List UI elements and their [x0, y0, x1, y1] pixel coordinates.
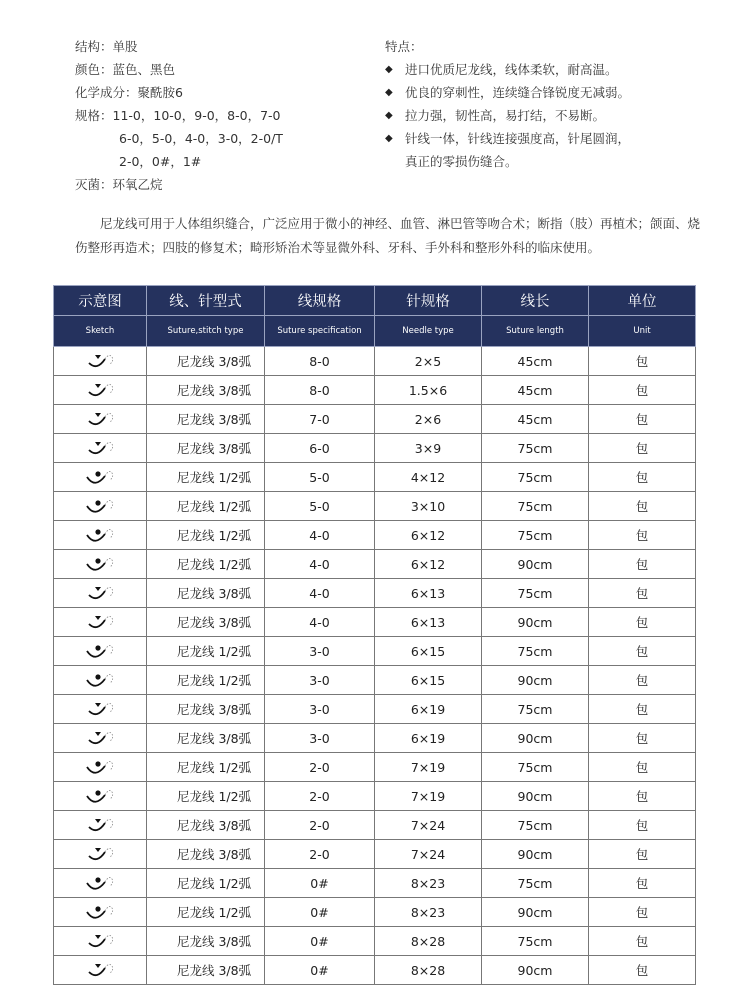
sketch-cell	[54, 637, 147, 666]
unit-cell: 包	[589, 637, 696, 666]
type-cell: 尼龙线 3/8弧	[147, 405, 265, 434]
table-row	[54, 608, 696, 637]
unit-cell: 包	[589, 347, 696, 376]
sketch-cell	[54, 376, 147, 405]
table-row	[54, 405, 696, 434]
sketch-cell	[54, 724, 147, 753]
length-cell: 75cm	[482, 695, 589, 724]
needle-cell: 6×15	[375, 666, 482, 695]
table-row	[54, 492, 696, 521]
needle-cell: 8×28	[375, 927, 482, 956]
length-cell: 90cm	[482, 898, 589, 927]
type-cell: 尼龙线 1/2弧	[147, 550, 265, 579]
needle-cell: 7×24	[375, 811, 482, 840]
table-row	[54, 782, 696, 811]
suture-spec-table	[53, 285, 696, 985]
type-cell: 尼龙线 3/8弧	[147, 579, 265, 608]
header-unit: 单位	[589, 286, 696, 316]
length-cell: 75cm	[482, 492, 589, 521]
needle-1-2-icon	[54, 554, 146, 574]
sketch-cell	[54, 405, 147, 434]
length-cell: 75cm	[482, 927, 589, 956]
spec-cell: 3-0	[265, 724, 375, 753]
unit-cell: 包	[589, 898, 696, 927]
unit-cell: 包	[589, 811, 696, 840]
length-cell: 45cm	[482, 347, 589, 376]
table-row	[54, 811, 696, 840]
sketch-cell	[54, 434, 147, 463]
length-cell: 90cm	[482, 608, 589, 637]
needle-cell: 3×9	[375, 434, 482, 463]
subheader-type: Suture,stitch type	[147, 316, 265, 347]
needle-cell: 3×10	[375, 492, 482, 521]
table-row	[54, 579, 696, 608]
type-cell: 尼龙线 1/2弧	[147, 753, 265, 782]
diamond-bullet-icon: ◆	[385, 110, 393, 121]
needle-cell: 1.5×6	[375, 376, 482, 405]
unit-cell: 包	[589, 434, 696, 463]
spec-cell: 2-0	[265, 840, 375, 869]
spec-label-cont-2: 2-0，0#，1#	[119, 154, 202, 169]
type-cell: 尼龙线 3/8弧	[147, 811, 265, 840]
feature-item	[385, 127, 745, 173]
needle-1-2-icon	[54, 786, 146, 806]
unit-cell: 包	[589, 405, 696, 434]
table-row	[54, 840, 696, 869]
sketch-cell	[54, 463, 147, 492]
subheader-length: Suture length	[482, 316, 589, 347]
unit-cell: 包	[589, 724, 696, 753]
features-title: 特点：	[385, 39, 423, 54]
needle-1-2-icon	[54, 873, 146, 893]
length-cell: 90cm	[482, 724, 589, 753]
table-row	[54, 956, 696, 985]
diamond-bullet-icon: ◆	[385, 133, 393, 144]
needle-cell: 2×5	[375, 347, 482, 376]
table-row	[54, 898, 696, 927]
table-row	[54, 666, 696, 695]
table-row	[54, 550, 696, 579]
type-cell: 尼龙线 1/2弧	[147, 521, 265, 550]
unit-cell: 包	[589, 927, 696, 956]
length-cell: 75cm	[482, 811, 589, 840]
needle-cell: 6×12	[375, 521, 482, 550]
sketch-cell	[54, 347, 147, 376]
unit-cell: 包	[589, 782, 696, 811]
needle-cell: 6×15	[375, 637, 482, 666]
type-cell: 尼龙线 3/8弧	[147, 608, 265, 637]
needle-3-8-icon	[54, 931, 146, 951]
chemistry-label: 化学成分：聚酰胺6	[75, 85, 183, 100]
needle-cell: 6×19	[375, 695, 482, 724]
feature-item	[385, 58, 745, 81]
table-row	[54, 376, 696, 405]
type-cell: 尼龙线 1/2弧	[147, 782, 265, 811]
table-row	[54, 753, 696, 782]
needle-3-8-icon	[54, 699, 146, 719]
needle-cell: 8×23	[375, 898, 482, 927]
length-cell: 90cm	[482, 840, 589, 869]
unit-cell: 包	[589, 608, 696, 637]
unit-cell: 包	[589, 463, 696, 492]
needle-1-2-icon	[54, 641, 146, 661]
sketch-cell	[54, 782, 147, 811]
sketch-cell	[54, 579, 147, 608]
spec-cell: 8-0	[265, 376, 375, 405]
sketch-cell	[54, 840, 147, 869]
unit-cell: 包	[589, 521, 696, 550]
spec-cell: 2-0	[265, 753, 375, 782]
needle-1-2-icon	[54, 670, 146, 690]
length-cell: 75cm	[482, 521, 589, 550]
header-type: 线、针型式	[147, 286, 265, 316]
spec-cell: 5-0	[265, 463, 375, 492]
needle-3-8-icon	[54, 612, 146, 632]
length-cell: 45cm	[482, 405, 589, 434]
subheader-unit: Unit	[589, 316, 696, 347]
sterilization-label: 灭菌：环氧乙烷	[75, 177, 163, 192]
feature-item	[385, 81, 745, 104]
feature-text: 进口优质尼龙线，线体柔软，耐高温。	[405, 62, 618, 77]
table-subheader-row	[54, 316, 696, 347]
spec-cell: 4-0	[265, 521, 375, 550]
needle-3-8-icon	[54, 380, 146, 400]
sketch-cell	[54, 869, 147, 898]
table-row	[54, 521, 696, 550]
needle-3-8-icon	[54, 351, 146, 371]
spec-cell: 0#	[265, 927, 375, 956]
length-cell: 90cm	[482, 956, 589, 985]
sketch-cell	[54, 695, 147, 724]
feature-item	[385, 104, 745, 127]
length-cell: 75cm	[482, 579, 589, 608]
needle-1-2-icon	[54, 496, 146, 516]
subheader-needle: Needle type	[375, 316, 482, 347]
subheader-sketch: Sketch	[54, 316, 147, 347]
needle-cell: 2×6	[375, 405, 482, 434]
spec-cell: 8-0	[265, 347, 375, 376]
needle-cell: 8×28	[375, 956, 482, 985]
needle-3-8-icon	[54, 960, 146, 980]
unit-cell: 包	[589, 695, 696, 724]
spec-label: 规格：11-0，10-0，9-0，8-0，7-0	[75, 108, 281, 123]
unit-cell: 包	[589, 753, 696, 782]
unit-cell: 包	[589, 956, 696, 985]
feature-text-line: 针线一体，针线连接强度高，针尾圆润，	[405, 131, 631, 146]
diamond-bullet-icon: ◆	[385, 87, 393, 98]
type-cell: 尼龙线 1/2弧	[147, 898, 265, 927]
sketch-cell	[54, 492, 147, 521]
needle-cell: 6×13	[375, 608, 482, 637]
sketch-cell	[54, 753, 147, 782]
unit-cell: 包	[589, 376, 696, 405]
needle-cell: 7×19	[375, 753, 482, 782]
needle-cell: 7×24	[375, 840, 482, 869]
table-row	[54, 695, 696, 724]
structure-label: 结构：单股	[75, 39, 138, 54]
needle-1-2-icon	[54, 757, 146, 777]
type-cell: 尼龙线 3/8弧	[147, 724, 265, 753]
spec-cell: 4-0	[265, 579, 375, 608]
spec-cell: 0#	[265, 956, 375, 985]
color-label: 颜色：蓝色、黑色	[75, 62, 176, 77]
type-cell: 尼龙线 3/8弧	[147, 434, 265, 463]
table-row	[54, 347, 696, 376]
unit-cell: 包	[589, 579, 696, 608]
header-sketch: 示意图	[54, 286, 147, 316]
feature-text	[405, 127, 745, 173]
length-cell: 90cm	[482, 666, 589, 695]
spec-cell: 5-0	[265, 492, 375, 521]
header-length: 线长	[482, 286, 589, 316]
spec-cell: 3-0	[265, 695, 375, 724]
usage-paragraph: 尼龙线可用于人体组织缝合，广泛应用于微小的神经、血管、淋巴管等吻合术；断指（肢）再植术；颌面、烧伤整形再造术；四肢的修复术；畸形矫治术等显微外科、牙科、手外科和整形外科的临床使用。	[75, 216, 701, 255]
unit-cell: 包	[589, 840, 696, 869]
spec-cell: 3-0	[265, 666, 375, 695]
sketch-cell	[54, 666, 147, 695]
needle-cell: 4×12	[375, 463, 482, 492]
needle-3-8-icon	[54, 844, 146, 864]
type-cell: 尼龙线 3/8弧	[147, 376, 265, 405]
sketch-cell	[54, 550, 147, 579]
table-row	[54, 927, 696, 956]
length-cell: 45cm	[482, 376, 589, 405]
type-cell: 尼龙线 3/8弧	[147, 347, 265, 376]
length-cell: 90cm	[482, 782, 589, 811]
length-cell: 75cm	[482, 869, 589, 898]
features-section	[385, 35, 745, 173]
table-header-row	[54, 286, 696, 316]
spec-cell: 0#	[265, 898, 375, 927]
type-cell: 尼龙线 1/2弧	[147, 637, 265, 666]
header-needle: 针规格	[375, 286, 482, 316]
header-spec: 线规格	[265, 286, 375, 316]
type-cell: 尼龙线 3/8弧	[147, 956, 265, 985]
needle-3-8-icon	[54, 728, 146, 748]
unit-cell: 包	[589, 666, 696, 695]
type-cell: 尼龙线 3/8弧	[147, 840, 265, 869]
length-cell: 75cm	[482, 463, 589, 492]
needle-1-2-icon	[54, 467, 146, 487]
spec-cell: 0#	[265, 869, 375, 898]
sketch-cell	[54, 521, 147, 550]
needle-cell: 6×19	[375, 724, 482, 753]
unit-cell: 包	[589, 869, 696, 898]
type-cell: 尼龙线 1/2弧	[147, 869, 265, 898]
needle-cell: 6×13	[375, 579, 482, 608]
table-row	[54, 463, 696, 492]
type-cell: 尼龙线 1/2弧	[147, 492, 265, 521]
spec-cell: 7-0	[265, 405, 375, 434]
needle-1-2-icon	[54, 525, 146, 545]
length-cell: 90cm	[482, 550, 589, 579]
needle-3-8-icon	[54, 409, 146, 429]
needle-3-8-icon	[54, 815, 146, 835]
spec-cell: 4-0	[265, 608, 375, 637]
sketch-cell	[54, 608, 147, 637]
type-cell: 尼龙线 3/8弧	[147, 927, 265, 956]
product-info	[75, 35, 375, 196]
spec-cell: 2-0	[265, 782, 375, 811]
table-row	[54, 869, 696, 898]
spec-cell: 4-0	[265, 550, 375, 579]
needle-3-8-icon	[54, 438, 146, 458]
spec-label-cont-1: 6-0，5-0，4-0，3-0，2-0/T	[119, 131, 283, 146]
needle-cell: 7×19	[375, 782, 482, 811]
length-cell: 75cm	[482, 434, 589, 463]
unit-cell: 包	[589, 550, 696, 579]
unit-cell: 包	[589, 492, 696, 521]
needle-cell: 8×23	[375, 869, 482, 898]
sketch-cell	[54, 811, 147, 840]
spec-cell: 3-0	[265, 637, 375, 666]
length-cell: 75cm	[482, 637, 589, 666]
subheader-spec: Suture specification	[265, 316, 375, 347]
spec-cell: 2-0	[265, 811, 375, 840]
table-row	[54, 724, 696, 753]
feature-text-line: 真正的零损伤缝合。	[405, 154, 518, 169]
table-row	[54, 434, 696, 463]
sketch-cell	[54, 898, 147, 927]
table-row	[54, 637, 696, 666]
needle-cell: 6×12	[375, 550, 482, 579]
length-cell: 75cm	[482, 753, 589, 782]
feature-text: 优良的穿刺性，连续缝合锋锐度无减弱。	[405, 85, 631, 100]
type-cell: 尼龙线 1/2弧	[147, 666, 265, 695]
diamond-bullet-icon: ◆	[385, 64, 393, 75]
sketch-cell	[54, 956, 147, 985]
sketch-cell	[54, 927, 147, 956]
type-cell: 尼龙线 1/2弧	[147, 463, 265, 492]
type-cell: 尼龙线 3/8弧	[147, 695, 265, 724]
needle-3-8-icon	[54, 583, 146, 603]
feature-text: 拉力强，韧性高，易打结，不易断。	[405, 108, 606, 123]
needle-1-2-icon	[54, 902, 146, 922]
spec-cell: 6-0	[265, 434, 375, 463]
